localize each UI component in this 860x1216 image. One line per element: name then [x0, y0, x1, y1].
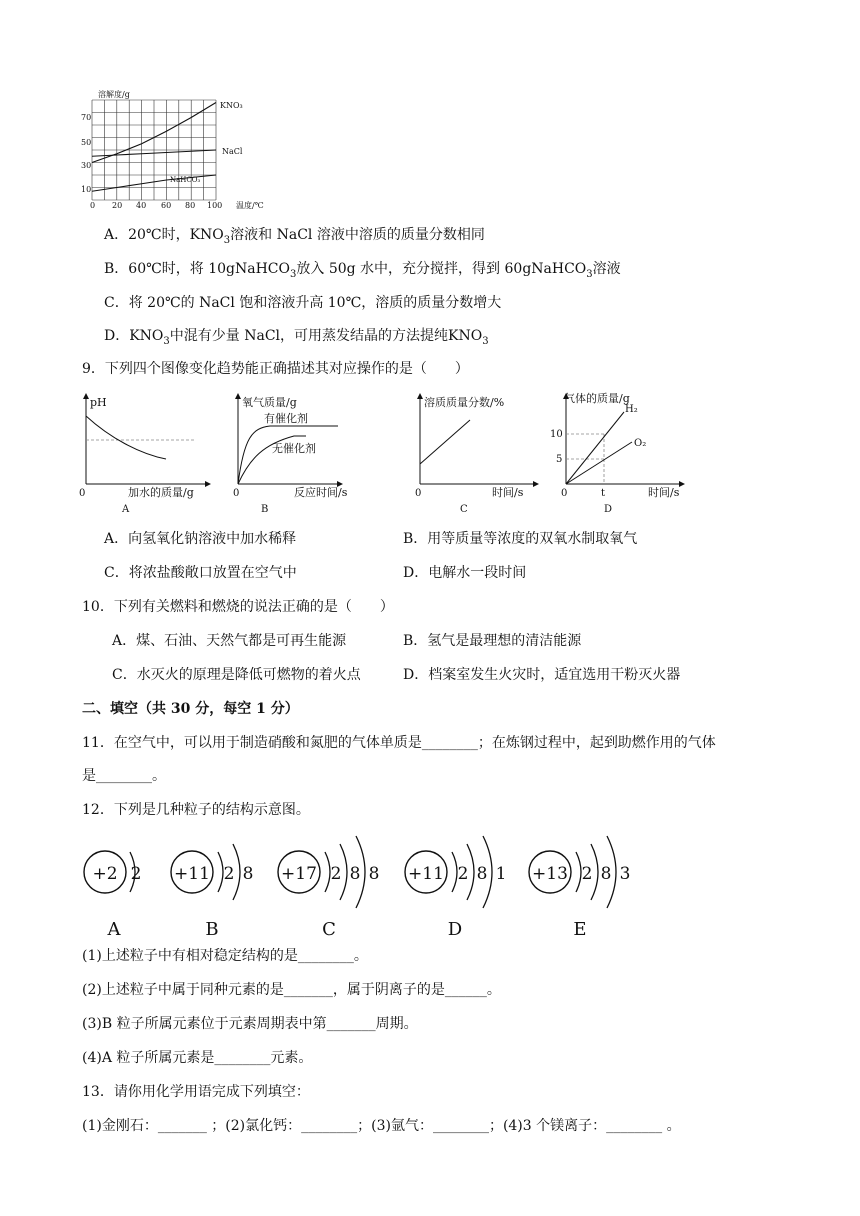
- particle-d: [405, 836, 506, 940]
- particle-diagrams: [70, 822, 650, 946]
- solubility-xlabel: 温度/℃: [236, 201, 264, 210]
- graph-d-ylabel: 气体的质量/g: [564, 392, 630, 405]
- graph-c-letter: C: [460, 504, 468, 515]
- particle-c-shell-3: 8: [368, 864, 380, 884]
- q9-graphs: [70, 388, 700, 518]
- graph-b-origin: 0: [233, 488, 240, 499]
- q13-stem: 13．请你用化学用语完成下列填空：: [82, 1084, 310, 1100]
- particle-e-shell-3: 3: [619, 864, 631, 884]
- graph-b-letter: B: [261, 504, 269, 515]
- graph-d-letter: D: [604, 504, 613, 515]
- graph-d-line2: O₂: [634, 438, 647, 449]
- sub-3: 3: [290, 268, 297, 280]
- section-2-title: 二、填空（共 30 分，每空 1 分）: [82, 701, 299, 717]
- q9-option-b: B．用等质量等浓度的双氧水制取氧气: [403, 531, 638, 547]
- particle-b-shell-2: 8: [242, 864, 254, 884]
- graph-d: [550, 391, 684, 515]
- particle-c-shell-1: 2: [330, 864, 342, 884]
- graph-c-origin: 0: [415, 488, 422, 499]
- particle-a-shell-1: 2: [130, 864, 142, 884]
- q10-option-a: A．煤、石油、天然气都是可再生能源: [112, 633, 347, 649]
- q8-option-c: C．将 20℃的 NaCl 饱和溶液升高 10℃，溶质的质量分数增大: [104, 295, 502, 311]
- particle-a-nucleus: +2: [92, 864, 118, 884]
- q9-option-a: A．向氢氧化钠溶液中加水稀释: [104, 531, 297, 547]
- q13-line: (1)金刚石：_______ ；(2)氯化钙：________；(3)氩气：________；(4)3 个镁离子：________ 。: [82, 1118, 681, 1134]
- ytick-50: 50: [81, 138, 92, 147]
- xtick-20: 20: [112, 201, 123, 210]
- sub-3: 3: [223, 234, 231, 246]
- particle-c-letter: C: [322, 919, 336, 940]
- particle-a-letter: A: [107, 919, 121, 940]
- particle-e-letter: E: [573, 919, 587, 940]
- xtick-100: 100: [207, 201, 223, 210]
- graph-b-curve2: 无催化剂: [272, 442, 316, 455]
- xtick-80: 80: [185, 201, 196, 210]
- q8-option-b: [104, 260, 621, 284]
- q10-option-c: C．水灭火的原理是降低可燃物的着火点: [112, 667, 361, 683]
- q12-sub2: (2)上述粒子中属于同种元素的是_______，属于阴离子的是______。: [82, 982, 501, 998]
- graph-d-line1: H₂: [625, 404, 638, 415]
- graph-a: [79, 394, 210, 515]
- graph-d-xlabel: 时间/s: [648, 486, 680, 499]
- q9-stem: 9．下列四个图像变化趋势能正确描述其对应操作的是（ ）: [82, 361, 469, 377]
- q8-option-d: [104, 327, 489, 351]
- particle-b-nucleus: +11: [174, 864, 210, 884]
- series-label-nahco3: NaHCO₃: [170, 176, 201, 184]
- solubility-grid: [92, 100, 216, 200]
- particle-b-shell-1: 2: [223, 864, 235, 884]
- sub-3: 3: [163, 335, 170, 347]
- particle-d-shell-2: 8: [476, 864, 488, 884]
- q10-option-d: D．档案室发生火灾时，适宜选用干粉灭火器: [403, 667, 681, 683]
- particle-d-letter: D: [447, 919, 463, 940]
- q10-stem: 10．下列有关燃料和燃烧的说法正确的是（ ）: [82, 599, 394, 615]
- q12-sub1: (1)上述粒子中有相对稳定结构的是________。: [82, 948, 368, 964]
- particle-d-shell-3: 1: [495, 864, 507, 884]
- particle-c-nucleus: +17: [281, 864, 317, 884]
- ytick-70: 70: [81, 113, 92, 122]
- q9-option-d: D．电解水一段时间: [403, 565, 527, 581]
- series-label-kno3: KNO₃: [220, 101, 243, 110]
- q8-b-post: 溶液: [592, 261, 621, 277]
- graph-b-curve1: 有催化剂: [264, 412, 308, 425]
- q8-b-pre: B．60℃时，将 10gNaHCO: [104, 261, 290, 277]
- q8-d-pre: D．KNO: [104, 328, 164, 344]
- graph-a-xlabel: 加水的质量/g: [128, 486, 194, 499]
- particle-e-nucleus: +13: [532, 864, 568, 884]
- particle-d-shell-1: 2: [457, 864, 469, 884]
- q8-a-pre: A．20℃时，KNO: [104, 227, 224, 243]
- q8-d-mid: 中混有少量 NaCl，可用蒸发结晶的方法提纯KNO: [169, 328, 483, 344]
- particle-a: [84, 851, 141, 940]
- graph-c-ylabel: 溶质质量分数/%: [424, 396, 505, 409]
- ytick-10: 10: [81, 185, 92, 194]
- graph-d-tick5: 5: [556, 454, 563, 465]
- graph-a-letter: A: [122, 504, 130, 515]
- q9-option-c: C．将浓盐酸敞口放置在空气中: [104, 565, 297, 581]
- q8-a-post: 溶液和 NaCl 溶液中溶质的质量分数相同: [230, 227, 485, 243]
- sub-3: 3: [482, 335, 489, 347]
- graph-d-tick10: 10: [550, 429, 563, 440]
- particle-d-nucleus: +11: [408, 864, 444, 884]
- xtick-40: 40: [136, 201, 147, 210]
- particle-b: [171, 844, 253, 940]
- graph-b-xlabel: 反应时间/s: [294, 486, 348, 499]
- graph-d-origin: 0: [561, 488, 568, 499]
- graph-a-origin: 0: [79, 488, 86, 499]
- sub-3: 3: [586, 268, 593, 280]
- graph-b-ylabel: 氧气质量/g: [242, 396, 297, 409]
- q12-sub4: (4)A 粒子所属元素是________元素。: [82, 1050, 313, 1066]
- q12-sub3: (3)B 粒子所属元素位于元素周期表中第_______周期。: [82, 1016, 418, 1032]
- q11-line1: 11．在空气中，可以用于制造硝酸和氮肥的气体单质是________；在炼钢过程中，起到助燃作用的气体: [82, 735, 716, 751]
- particle-e-shell-1: 2: [581, 864, 593, 884]
- q10-option-b: B．氢气是最理想的清洁能源: [403, 633, 582, 649]
- q12-stem: 12．下列是几种粒子的结构示意图。: [82, 802, 310, 818]
- graph-d-tickt: t: [601, 488, 606, 499]
- solubility-chart: [70, 84, 280, 214]
- particle-b-letter: B: [205, 919, 219, 940]
- particle-c-shell-2: 8: [349, 864, 361, 884]
- xtick-0: 0: [90, 201, 96, 210]
- series-label-nacl: NaCl: [222, 147, 243, 156]
- particle-c: [278, 836, 379, 940]
- solubility-ylabel: 溶解度/g: [98, 90, 130, 99]
- graph-b: [233, 394, 348, 515]
- particle-e: [529, 836, 630, 940]
- q11-line2: 是________。: [82, 768, 166, 784]
- q8-b-mid: 放入 50g 水中，充分搅拌，得到 60gNaHCO: [296, 261, 587, 277]
- xtick-60: 60: [161, 201, 172, 210]
- ytick-30: 30: [81, 161, 92, 170]
- q8-option-a: [104, 226, 485, 250]
- graph-c: [415, 394, 538, 515]
- graph-a-ylabel: pH: [90, 396, 107, 409]
- graph-c-xlabel: 时间/s: [492, 486, 524, 499]
- particle-e-shell-2: 8: [600, 864, 612, 884]
